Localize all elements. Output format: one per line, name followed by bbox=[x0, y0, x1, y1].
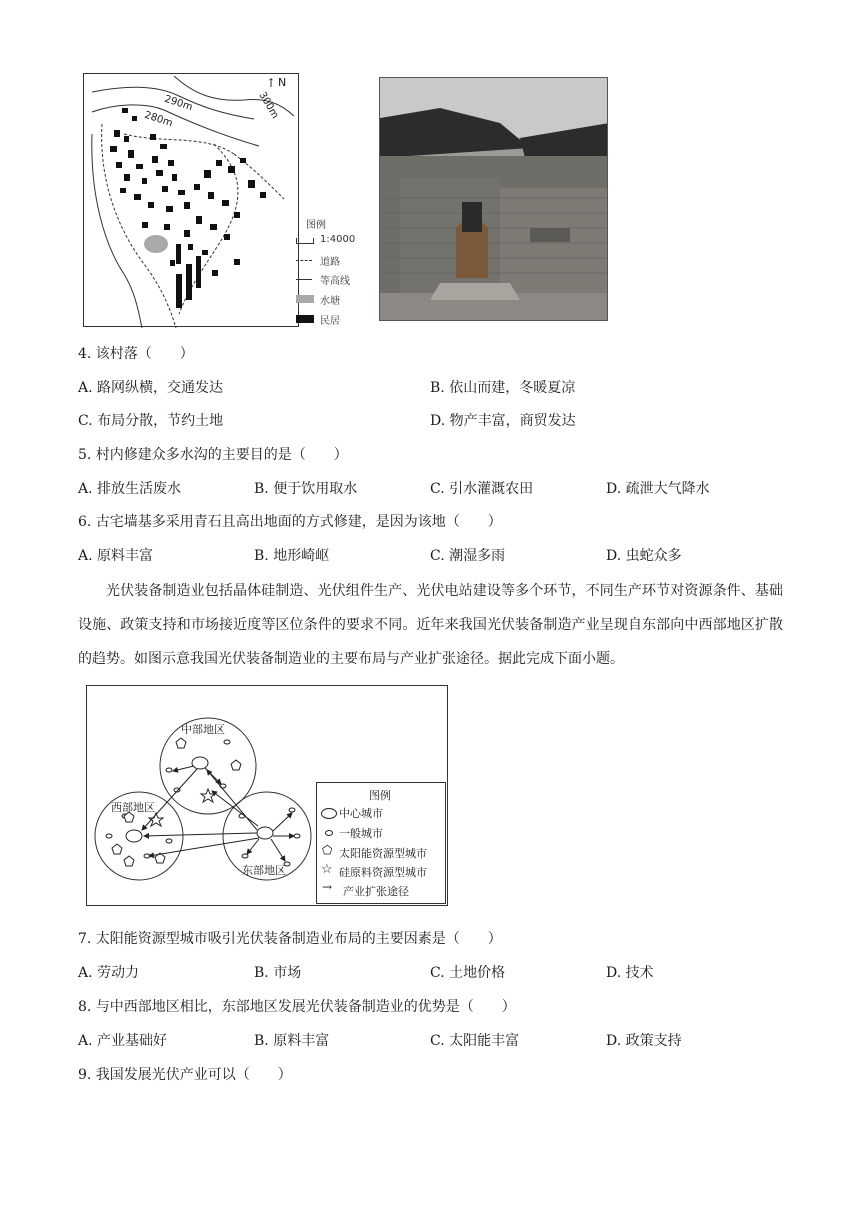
map-legend-pond: 水塘 bbox=[320, 296, 340, 307]
question-9-stem: 9. 我国发展光伏产业可以（ ） bbox=[78, 1067, 292, 1083]
question-4-option-d[interactable]: D. 物产丰富，商贸发达 bbox=[430, 413, 576, 429]
question-7-option-a[interactable]: A. 劳动力 bbox=[78, 965, 140, 981]
question-4-option-b[interactable]: B. 依山而建，冬暖夏凉 bbox=[430, 380, 576, 396]
general-city-icon bbox=[325, 830, 333, 836]
question-6-option-d[interactable]: D. 虫蛇众多 bbox=[606, 548, 682, 564]
question-7-option-c[interactable]: C. 土地价格 bbox=[430, 965, 506, 981]
question-5-option-c[interactable]: C. 引水灌溉农田 bbox=[430, 481, 534, 497]
north-arrow-icon: ↑ bbox=[266, 76, 277, 90]
map-legend-contour: 等高线 bbox=[320, 276, 350, 287]
question-8-option-d[interactable]: D. 政策支持 bbox=[606, 1033, 682, 1049]
question-8-stem: 8. 与中西部地区相比，东部地区发展光伏装备制造业的优势是（ ） bbox=[78, 999, 516, 1015]
question-5-stem: 5. 村内修建众多水沟的主要目的是（ ） bbox=[78, 447, 348, 463]
map-legend-road: 道路 bbox=[320, 257, 340, 268]
question-5-option-a[interactable]: A. 排放生活废水 bbox=[78, 481, 182, 497]
pond-swatch-icon bbox=[296, 295, 314, 303]
question-8-option-c[interactable]: C. 太阳能丰富 bbox=[430, 1033, 520, 1049]
question-6-option-a[interactable]: A. 原料丰富 bbox=[78, 548, 154, 564]
question-4-option-a[interactable]: A. 路网纵横，交通发达 bbox=[78, 380, 224, 396]
scale-bar-icon bbox=[296, 238, 314, 244]
question-4-stem: 4. 该村落（ ） bbox=[78, 346, 194, 362]
north-label: N bbox=[278, 76, 287, 89]
question-8-option-a[interactable]: A. 产业基础好 bbox=[78, 1033, 168, 1049]
east-region-label: 东部地区 bbox=[242, 864, 286, 877]
pv-legend-expansion: 产业扩张途径 bbox=[343, 885, 409, 898]
contour-label-280: 280m bbox=[143, 109, 174, 130]
question-5-option-d[interactable]: D. 疏泄大气降水 bbox=[606, 481, 710, 497]
pv-legend-general-city: 一般城市 bbox=[339, 827, 383, 840]
question-6-option-b[interactable]: B. 地形崎岖 bbox=[254, 548, 330, 564]
pv-diagram-legend bbox=[316, 782, 446, 904]
question-7-option-b[interactable]: B. 市场 bbox=[254, 965, 302, 981]
center-city-icon bbox=[321, 808, 337, 819]
contour-line-icon bbox=[296, 279, 312, 280]
village-gate-photo-drawing bbox=[380, 78, 608, 321]
silicon-city-icon: ☆ bbox=[321, 862, 333, 877]
solar-city-icon: ⬠ bbox=[322, 843, 333, 857]
question-7-option-d[interactable]: D. 技术 bbox=[606, 965, 654, 981]
pv-legend-center-city: 中心城市 bbox=[339, 807, 383, 820]
pv-legend-solar-city: 太阳能资源型城市 bbox=[339, 847, 427, 860]
village-gate-photo bbox=[379, 77, 608, 321]
map-legend-house: 民居 bbox=[320, 316, 340, 327]
question-7-stem: 7. 太阳能资源型城市吸引光伏装备制造业布局的主要因素是（ ） bbox=[78, 931, 502, 947]
pv-legend-silicon-city: 硅原料资源型城市 bbox=[339, 866, 427, 879]
question-4-option-c[interactable]: C. 布局分散，节约土地 bbox=[78, 413, 224, 429]
map-legend-title: 图例 bbox=[306, 220, 326, 231]
house-swatch-icon bbox=[296, 315, 314, 323]
pv-legend-title: 图例 bbox=[369, 789, 391, 802]
contour-label-290: 290m bbox=[163, 93, 194, 114]
road-line-icon bbox=[296, 260, 312, 261]
question-5-option-b[interactable]: B. 便于饮用取水 bbox=[254, 481, 358, 497]
question-6-stem: 6. 古宅墙基多采用青石且高出地面的方式修建，是因为该地（ ） bbox=[78, 514, 502, 530]
central-region-label: 中部地区 bbox=[181, 723, 225, 736]
question-6-option-c[interactable]: C. 潮湿多雨 bbox=[430, 548, 506, 564]
map-legend-scale: 1:4000 bbox=[320, 234, 356, 245]
west-region-label: 西部地区 bbox=[111, 801, 155, 814]
question-8-option-b[interactable]: B. 原料丰富 bbox=[254, 1033, 330, 1049]
village-map bbox=[83, 73, 356, 327]
contour-label-300: 300m bbox=[256, 90, 281, 121]
expansion-arrow-icon: → bbox=[322, 880, 333, 894]
passage-text: 光伏装备制造业包括晶体硅制造、光伏组件生产、光伏电站建设等多个环节，不同生产环节对资源条件、基础设施、政策支持和市场接近度等区位条件的要求不同。近年来我国光伏装备制造产业呈现自东部向中西部地区扩散的趋势。如图示意我国光伏装备制造业的主要布局与产业扩张途径。据此完成下面小题。 bbox=[78, 583, 783, 667]
